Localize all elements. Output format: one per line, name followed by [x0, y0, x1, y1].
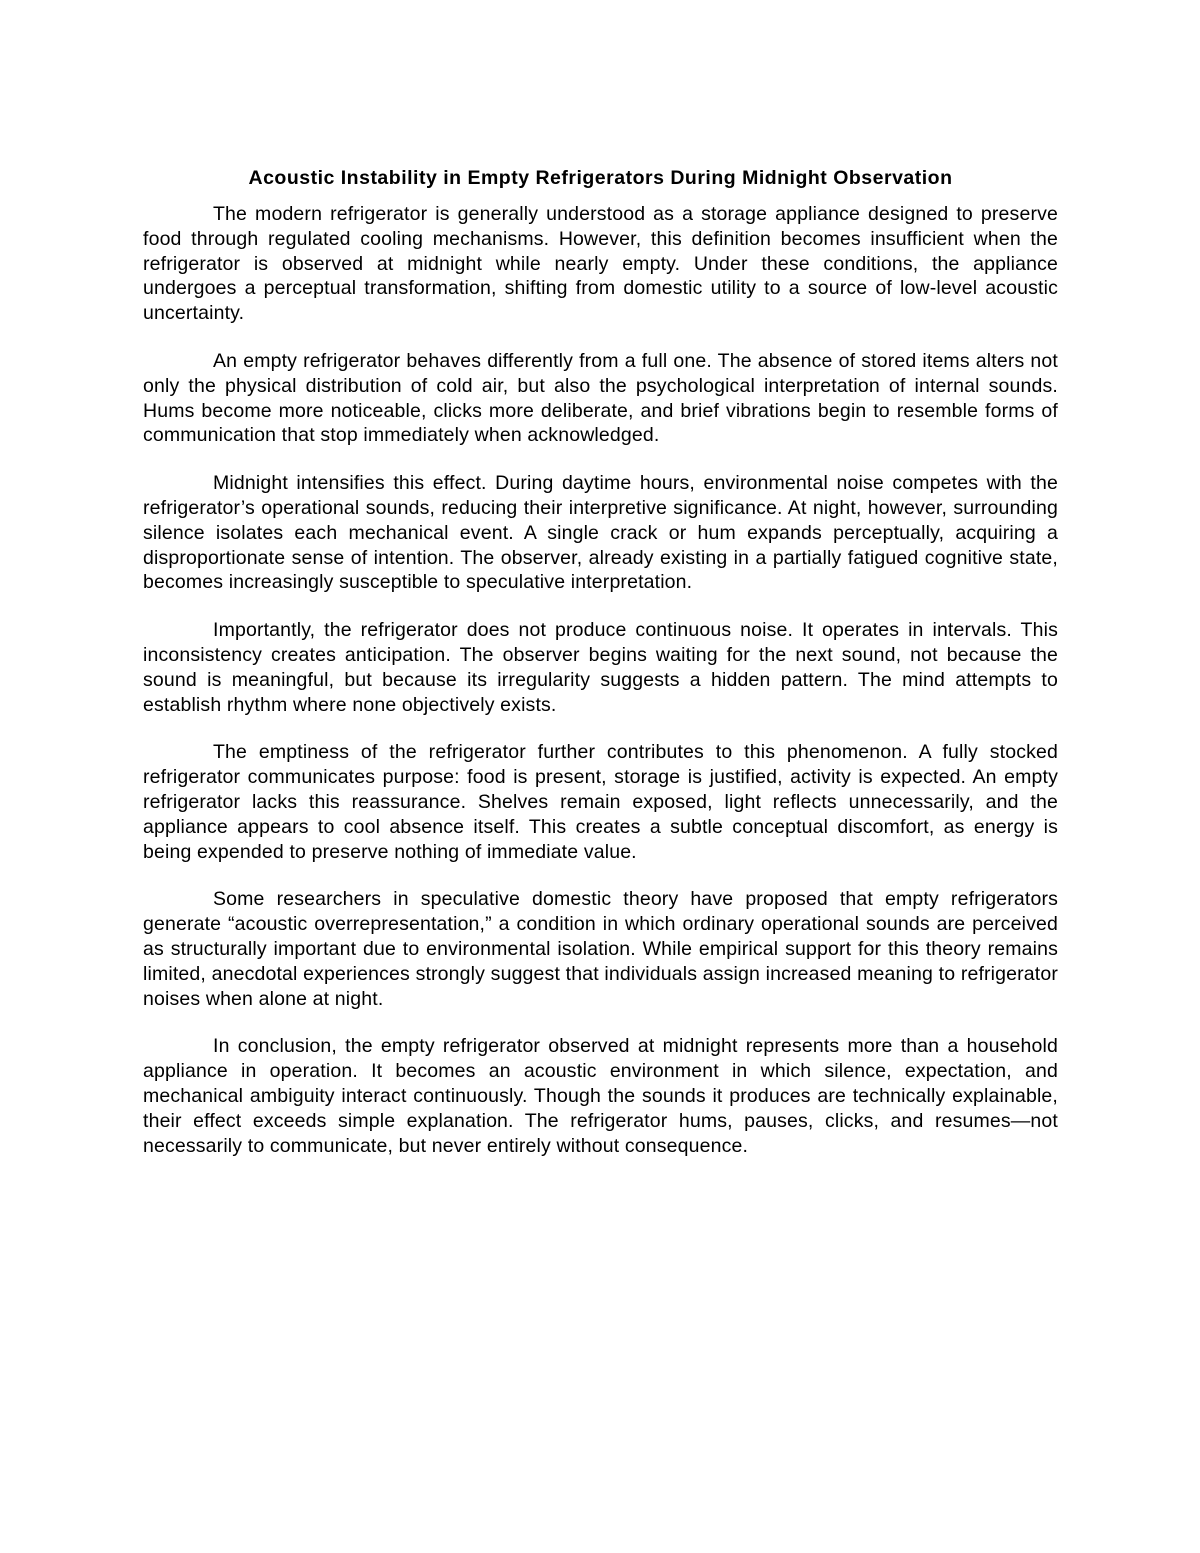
paragraph-1: The modern refrigerator is generally understood as a storage appliance designed to preserve food through regulated cooling mechanisms. However, this definition becomes insufficient when the refrigerator is observed at midnight while nearly empty. Under these conditions, the appliance undergoes a perceptual transformation, shifting from domestic utility to a source of low-level acoustic uncertainty. — [143, 203, 1058, 325]
document-body — [143, 165, 1058, 1181]
paragraph-7: In conclusion, the empty refrigerator observed at midnight represents more than a household appliance in operation. It becomes an acoustic environment in which silence, expectation, and mechanical ambiguity interact continuously. Though the sounds it produces are technically explainable, their effect exceeds simple explanation. The refrigerator hums, pauses, clicks, and resumes—not necessarily to communicate, but never entirely without consequence. — [143, 1035, 1058, 1157]
paragraph-6: Some researchers in speculative domestic theory have proposed that empty refrigerators generate “acoustic overrepresentation,” a condition in which ordinary operational sounds are perceived as structurally important due to environmental isolation. While empirical support for this theory remains limited, anecdotal experiences strongly suggest that individuals assign increased meaning to refrigerator noises when alone at night. — [143, 888, 1058, 1010]
paragraph-3: Midnight intensifies this effect. During daytime hours, environmental noise competes with the refrigerator’s operational sounds, reducing their interpretive significance. At night, however, surrounding silence isolates each mechanical event. A single crack or hum expands perceptually, acquiring a disproportionate sense of intention. The observer, already existing in a partially fatigued cognitive state, becomes increasingly susceptible to speculative interpretation. — [143, 472, 1058, 594]
paragraph-4: Importantly, the refrigerator does not produce continuous noise. It operates in intervals. This inconsistency creates anticipation. The observer begins waiting for the next sound, not because the sound is meaningful, but because its irregularity suggests a hidden pattern. The mind attempts to establish rhythm where none objectively exists. — [143, 619, 1058, 716]
document-title: Acoustic Instability in Empty Refrigerators During Midnight Observation — [248, 167, 953, 189]
paragraph-5: The emptiness of the refrigerator further contributes to this phenomenon. A fully stocked refrigerator communicates purpose: food is present, storage is justified, activity is expected. An empty refrigerator lacks this reassurance. Shelves remain exposed, light reflects unnecessarily, and the appliance appears to cool absence itself. This creates a subtle conceptual discomfort, as energy is being expended to preserve nothing of immediate value. — [143, 741, 1058, 863]
paragraph-2: An empty refrigerator behaves differently from a full one. The absence of stored items alters not only the physical distribution of cold air, but also the psychological interpretation of internal sounds. Hums become more noticeable, clicks more deliberate, and brief vibrations begin to resemble forms of communication that stop immediately when acknowledged. — [143, 349, 1058, 447]
